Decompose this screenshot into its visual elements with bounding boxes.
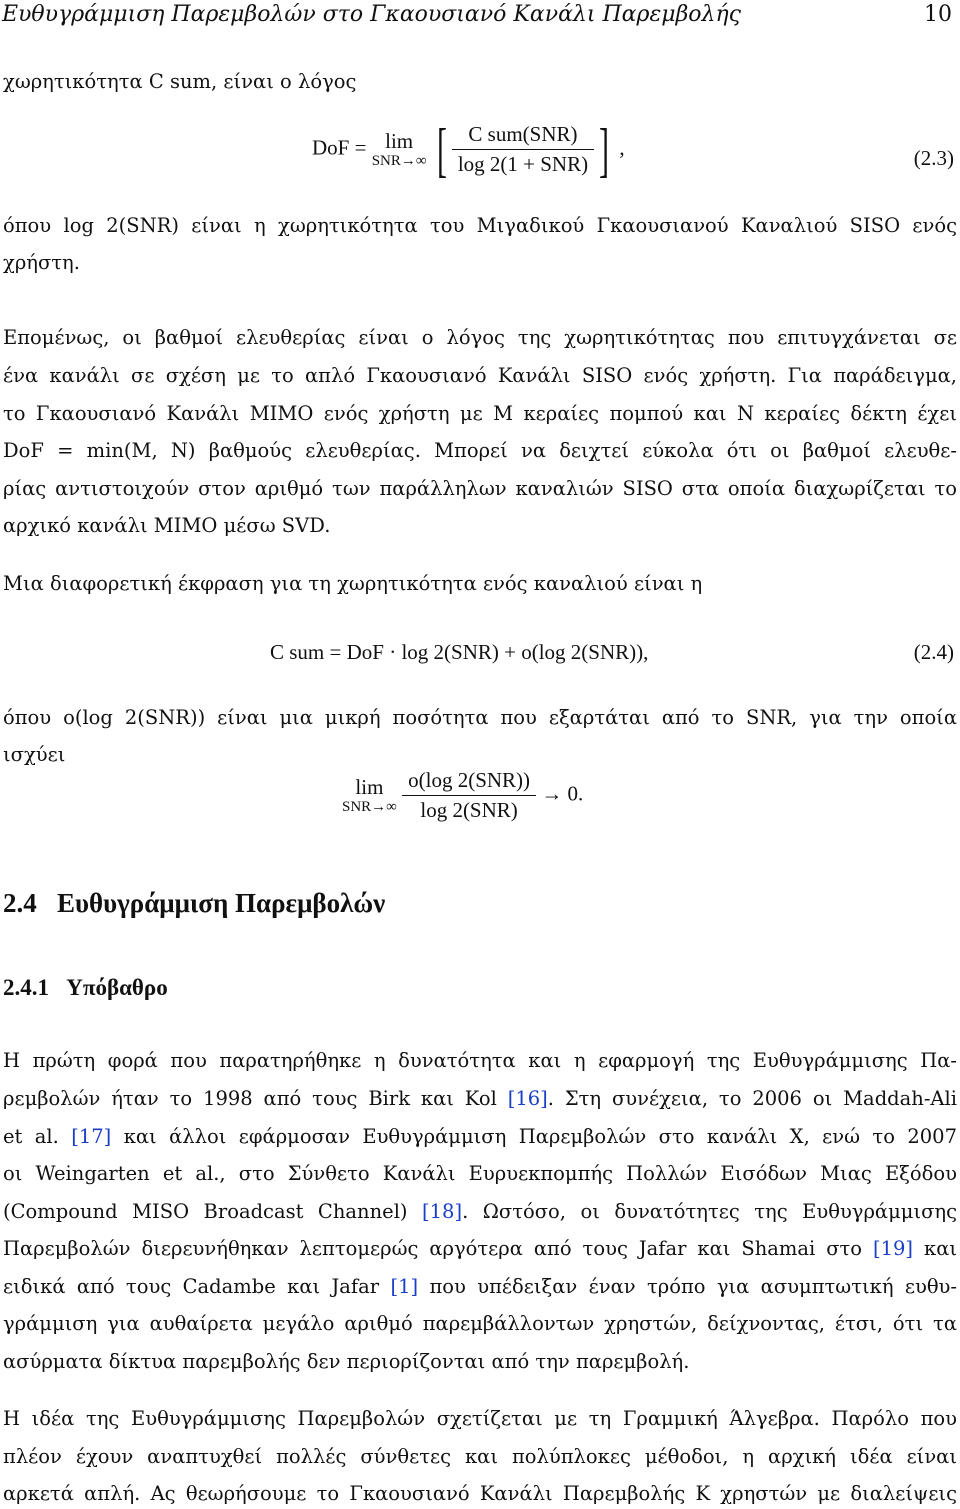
paragraph-line: DoF = min(M, N) βαθμούς ελευθερίας. Μπορεί να δειχτεί εύκολα ότι οι βαθμοί ελευθε- (3, 439, 957, 462)
eq-lim-subscript: SNR→∞ (342, 798, 397, 815)
citation-link[interactable]: [18] (422, 1200, 463, 1223)
paragraph-line: Μια διαφορετική έκφραση για τη χωρητικότητα ενός καναλιού είναι η (3, 572, 703, 595)
eq-numerator: o(log 2(SNR)) (408, 768, 531, 792)
text-run: . Στη συνέχεια, το 2006 οι Maddah-Ali (547, 1087, 957, 1110)
paragraph-line: όπου log 2(SNR) είναι η χωρητικότητα του Μιγαδικού Γκαουσιανού Καναλιού SISO ενός (3, 214, 957, 237)
text-run: και (913, 1237, 958, 1260)
citation-link[interactable]: [19] (873, 1237, 914, 1260)
paragraph-line: ισχύει (3, 743, 66, 766)
eq-lhs: DoF = (312, 135, 367, 160)
text-run: ειδικά από τους Cadambe και Jafar (3, 1275, 391, 1298)
paragraph-line: αρχικό κανάλι MIMO μέσω SVD. (3, 514, 331, 537)
text-run: ρεμβολών ήταν το 1998 από τους Birk και Kol (3, 1087, 508, 1110)
equation-number: (2.3) (913, 146, 954, 170)
eq-limit (342, 774, 397, 815)
paragraph-line: ρίας αντιστοιχούν στον αριθμό των παράλληλων καναλιών SISO στα οποία διαχωρίζεται το (3, 477, 957, 500)
paragraph-line: χωρητικότητα C sum, είναι ο λόγος (3, 70, 357, 93)
subsection-heading (3, 975, 168, 1001)
paragraph-line: οι Weingarten et al., στο Σύνθετο Κανάλι Ευρυεκπομπής Πολλών Εισόδων Μιας Εξόδου (3, 1162, 957, 1185)
eq-lim-label: lim (355, 774, 384, 799)
text-run: . Ωστόσο, οι δυνατότητες της Ευθυγράμμισης (462, 1200, 958, 1223)
running-header-title: Ευθυγράμμιση Παρεμβολών στο Γκαουσιανό Κανάλι Παρεμβολής (2, 2, 741, 27)
eq-tail: , (619, 135, 625, 160)
paragraph-line (3, 1202, 957, 1222)
paragraph-line (3, 1127, 957, 1147)
eq-fraction (452, 122, 594, 177)
section-number: 2.4 (3, 888, 37, 918)
paragraph-line: Επομένως, οι βαθμοί ελευθερίας είναι ο λόγος της χωρητικότητας που επιτυγχάνεται σε (3, 326, 957, 349)
eq-fraction (402, 768, 536, 823)
left-bracket: [ (436, 116, 447, 183)
eq-numerator: C sum(SNR) (468, 122, 578, 146)
section-heading (3, 888, 385, 919)
citation-link[interactable]: [16] (507, 1087, 548, 1110)
eq-denominator: log 2(SNR) (402, 795, 536, 823)
eq-lim-subscript: SNR→∞ (371, 152, 427, 169)
text-run: (Compound MISO Broadcast Channel) (3, 1200, 423, 1223)
citation-link[interactable]: [1] (390, 1275, 419, 1298)
paragraph-line: αρκετά απλή. Ας θεωρήσουμε το Γκαουσιανό Κανάλι Παρεμβολής K χρηστών με διαλείψεις (3, 1482, 957, 1505)
right-bracket: ] (599, 116, 610, 183)
text-run: που υπέδειξαν έναν τρόπο για ασυμπτωτική ευθυ- (418, 1275, 958, 1298)
paragraph-line: χρήστη. (3, 251, 80, 274)
paragraph-line: πλέον έχουν αναπτυχθεί πολλές σύνθετες και πολύπλοκες μέθοδοι, η αρχική ιδέα είναι (3, 1445, 957, 1468)
equation-2-4: C sum = DoF · log 2(SNR) + o(log 2(SNR)), (270, 640, 649, 664)
eq-limit (371, 128, 427, 169)
equation-number: (2.4) (913, 640, 954, 664)
paragraph-line (3, 1089, 957, 1109)
text-run: et al. (3, 1125, 72, 1148)
eq-tail: → 0. (541, 781, 584, 806)
citation-link[interactable]: [17] (71, 1125, 112, 1148)
equation-limit (342, 768, 583, 823)
equation-2-3 (312, 116, 625, 183)
page-number: 10 (924, 2, 952, 27)
paragraph-line: ένα κανάλι σε σχέση με το απλό Γκαουσιανό Κανάλι SISO ενός χρήστη. Για παράδειγμα, (3, 364, 957, 387)
subsection-title: Υπόβαθρο (66, 975, 168, 1000)
text-run: και άλλοι εφάρμοσαν Ευθυγράμμιση Παρεμβολών στο κανάλι X, ενώ το 2007 (111, 1125, 957, 1148)
section-title: Ευθυγράμμιση Παρεμβολών (57, 888, 386, 918)
paragraph-line: ασύρματα δίκτυα παρεμβολής δεν περιορίζονται από την παρεμβολή. (3, 1350, 690, 1373)
subsection-number: 2.4.1 (3, 975, 49, 1000)
eq-denominator: log 2(1 + SNR) (452, 149, 594, 177)
paragraph-line: Η πρώτη φορά που παρατηρήθηκε η δυνατότητα και η εφαρμογή της Ευθυγράμμισης Πα- (3, 1049, 957, 1072)
paragraph-line: όπου o(log 2(SNR)) είναι μια μικρή ποσότητα που εξαρτάται από το SNR, για την οποία (3, 706, 957, 729)
paragraph-line: γράμμιση για αυθαίρετα μεγάλο αριθμό παρεμβάλλοντων χρηστών, δείχνοντας, έτσι, ότι τα (3, 1312, 957, 1335)
paragraph-line (3, 1277, 957, 1297)
eq-lim-label: lim (385, 128, 414, 153)
paragraph-line (3, 1239, 957, 1259)
paragraph-line: το Γκαουσιανό Κανάλι MIMO ενός χρήστη με M κεραίες πομπού και N κεραίες δέκτη έχει (3, 402, 957, 425)
text-run: Παρεμβολών διερευνήθηκαν λεπτομερώς αργότερα από τους Jafar και Shamai στο (3, 1237, 874, 1260)
paragraph-line: Η ιδέα της Ευθυγράμμισης Παρεμβολών σχετίζεται με τη Γραμμική Άλγεβρα. Παρόλο που (3, 1407, 957, 1430)
